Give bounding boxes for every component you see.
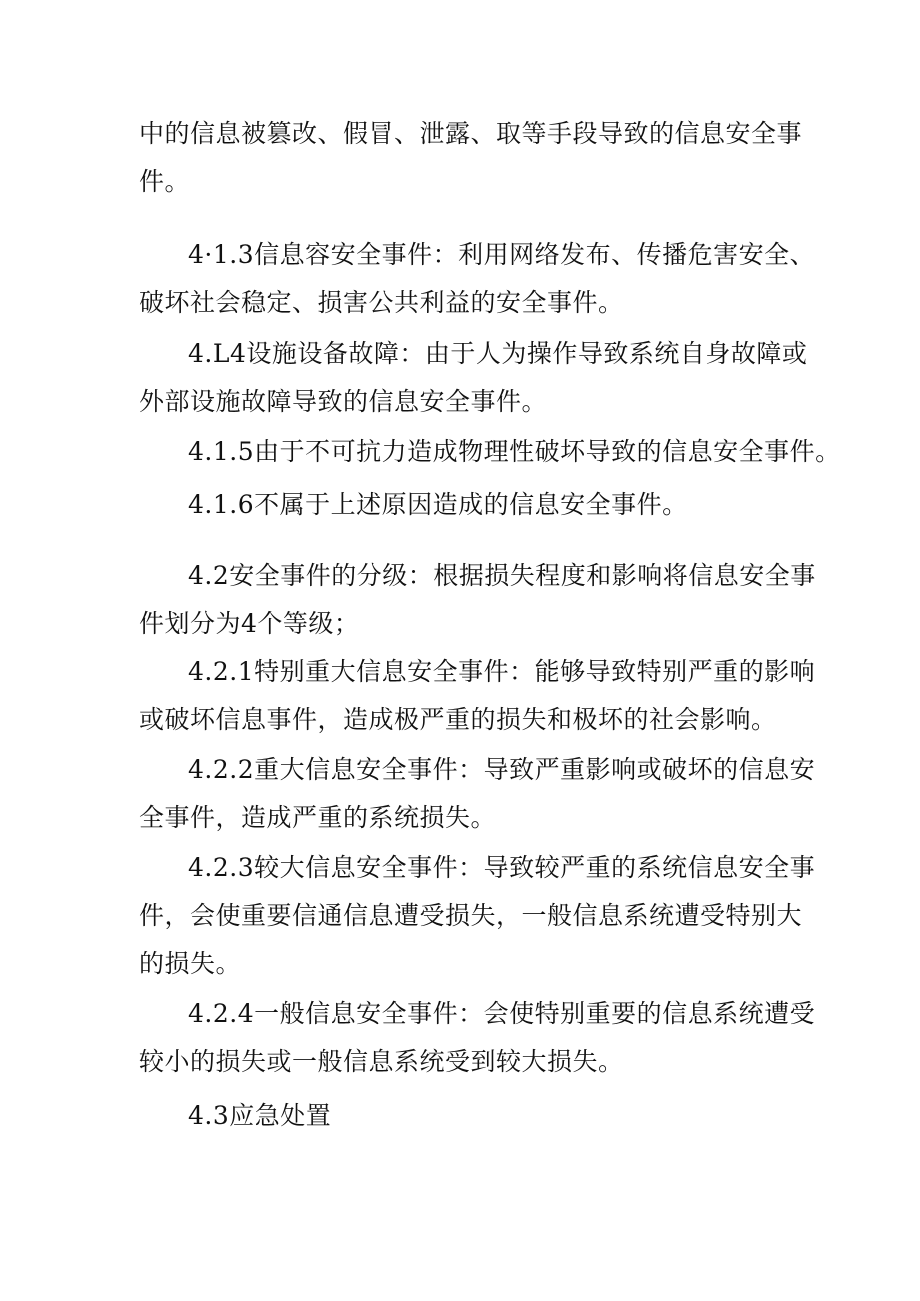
text-line: 4.2.3较大信息安全事件：导致较严重的系统信息安全事 xyxy=(188,853,816,882)
section-heading: 4.3应急处置 xyxy=(188,1101,332,1130)
text-line: 4.2安全事件的分级：根据损失程度和影响将信息安全事 xyxy=(188,561,816,590)
text-line: 中的信息被篡改、假冒、泄露、取等手段导致的信息安全事 xyxy=(139,119,803,148)
text-line: 4.2.4一般信息安全事件：会使特别重要的信息系统遭受 xyxy=(188,999,816,1028)
text-line: 外部设施故障导致的信息安全事件。 xyxy=(139,387,548,416)
text-line: 件，会使重要信通信息遭受损失，一般信息系统遭受特别大 xyxy=(139,901,803,930)
text-line: 4.2.2重大信息安全事件：导致严重影响或破坏的信息安 xyxy=(188,755,816,784)
text-line: 破坏社会稳定、损害公共利益的安全事件。 xyxy=(139,288,624,317)
text-line: 或破坏信息事件，造成极严重的损失和极坏的社会影响。 xyxy=(139,705,777,734)
text-line: 件划分为4个等级； xyxy=(139,609,360,638)
text-line: 4.2.1特别重大信息安全事件：能够导致特别严重的影响 xyxy=(188,657,816,686)
text-line: 4·1.3信息容安全事件：利用网络发布、传播危害安全、 xyxy=(188,240,816,269)
text-line: 较小的损失或一般信息系统受到较大损失。 xyxy=(139,1047,624,1076)
text-line: 件。 xyxy=(139,167,191,196)
text-line: 4.L4设施设备故障：由于人为操作导致系统自身故障或 xyxy=(188,339,808,368)
text-line: 4.1.5由于不可抗力造成物理性破坏导致的信息安全事件。 xyxy=(188,437,841,466)
text-line: 全事件，造成严重的系统损失。 xyxy=(139,803,497,832)
text-line: 4.1.6不属于上述原因造成的信息安全事件。 xyxy=(188,490,688,519)
text-line: 的损失。 xyxy=(139,949,242,978)
